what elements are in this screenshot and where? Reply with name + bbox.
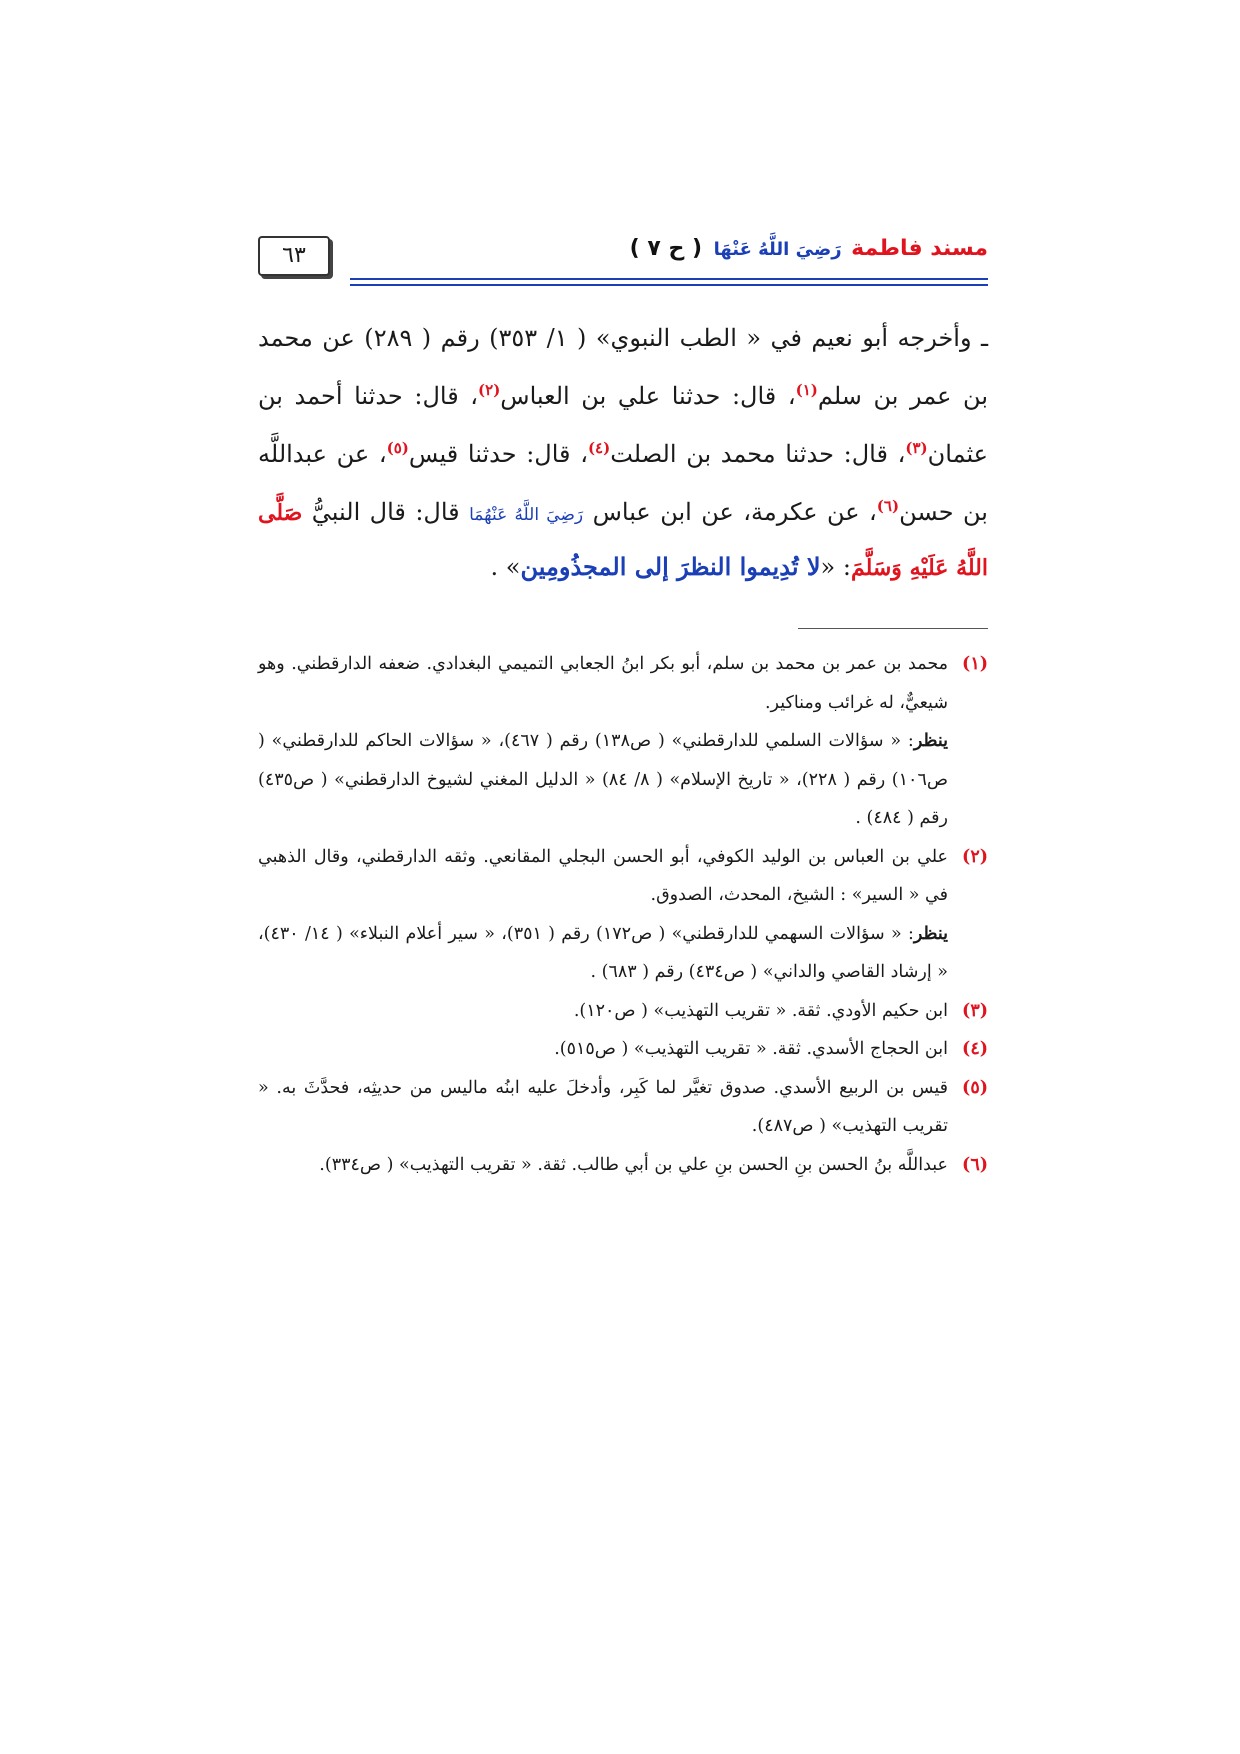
main-text xyxy=(258,312,988,594)
footnote-number: (٣) xyxy=(962,1000,988,1021)
text-segment: ، عن عبداللَّه بن حسن xyxy=(258,440,988,526)
footnote-text: ابن الحجاج الأسدي. ثقة. « تقريب التهذيب» ( ص٥١٥). xyxy=(554,1039,948,1059)
footnote-item xyxy=(258,1030,988,1069)
footnote-number: (٥) xyxy=(962,1077,988,1098)
footnote-number: (٢) xyxy=(962,846,988,867)
text-segment: » . xyxy=(490,553,521,581)
title-honorific: رَضِيَ اللَّهُ عَنْهَا xyxy=(713,239,842,260)
footnote-ref[interactable]: (٥) xyxy=(386,439,409,457)
footnote-ref[interactable]: (٦) xyxy=(876,497,900,515)
footnote-item xyxy=(258,1146,988,1185)
footnote-number: (٦) xyxy=(962,1154,988,1175)
page-number: ٦٣ xyxy=(258,236,330,276)
text-segment: ـ وأخرجه أبو نعيم في « الطب النبوي» ( ١/ ٣٥٣) رقم ( ٢٨٩) عن محمد بن عمر بن سلم xyxy=(258,324,989,410)
text-segment: : « xyxy=(820,553,851,581)
footnote-item xyxy=(258,992,988,1031)
page-header xyxy=(258,236,988,296)
hadith-code: ( ح ٧ ) xyxy=(629,236,703,261)
footnote-item xyxy=(258,838,988,992)
text-segment: ، قال: حدثنا محمد بن الصلت xyxy=(610,440,906,468)
text-segment: ، عن عكرمة، عن ابن عباس xyxy=(592,498,877,526)
text-segment: ، قال: حدثنا أحمد بن عثمان xyxy=(258,382,988,468)
references-label: ينظر xyxy=(913,923,949,944)
footnote-separator xyxy=(798,628,988,629)
references-label: ينظر xyxy=(913,731,948,751)
header-rule-bottom xyxy=(350,284,988,286)
text-segment: ، قال: حدثنا قيس xyxy=(408,440,588,468)
references-text: : « سؤالات السهمي للدارقطني» ( ص١٧٢) رقم ( ٣٥١)، « سير أعلام النبلاء» ( ١٤/ ٤٣٠)، « إرشاد القاصي والداني» ( ص٤٣٤) رقم ( ٦٨٣) . xyxy=(258,923,948,982)
footnote-ref[interactable]: (١) xyxy=(795,381,818,399)
footnote-text: عبداللَّه بنُ الحسن بنِ الحسن بنِ علي بن أبي طالب. ثقة. « تقريب التهذيب» ( ص٣٣٤). xyxy=(319,1154,948,1175)
text-segment: ، قال: حدثنا علي بن العباس xyxy=(500,382,796,410)
text-segment: قال: قال النبيُّ xyxy=(311,498,460,526)
footnote-number: (٤) xyxy=(962,1039,988,1059)
footnote-text: علي بن العباس بن الوليد الكوفي، أبو الحسن البجلي المقانعي. وثقه الدارقطني، وقال الذهبي في « السير» : الشيخ، المحدث، الصدوق. xyxy=(258,846,948,905)
references-text: : « سؤالات السلمي للدارقطني» ( ص١٣٨) رقم ( ٤٦٧)، « سؤالات الحاكم للدارقطني» ( ص١٠٦) رقم ( ٢٢٨)، « تاريخ الإسلام» ( ٨/ ٨٤) « الدليل المغني لشيوخ الدارقطني» ( ص٤٣٥) رقم ( ٤٨٤) . xyxy=(258,731,949,828)
footnote-ref[interactable]: (٢) xyxy=(478,381,501,399)
footnotes xyxy=(258,645,988,1184)
footnote-item xyxy=(258,645,988,838)
hadith-text: لا تُدِيموا النظرَ إلى المجذُومِين xyxy=(520,552,821,581)
footnote-references xyxy=(258,722,948,838)
running-title xyxy=(630,236,988,276)
book-title: مسند فاطمة xyxy=(851,236,988,261)
header-rule-top xyxy=(350,278,988,280)
footnote-ref[interactable]: (٣) xyxy=(905,439,928,457)
footnote-references xyxy=(258,915,948,992)
footnote-text: ابن حكيم الأودي. ثقة. « تقريب التهذيب» ( ص١٢٠). xyxy=(573,1000,948,1021)
footnote-text: قيس بن الربيع الأسدي. صدوق تغيَّر لما كَبِر، وأدخلَ عليه ابنُه ماليس من حديثِه، فحدَّثَ به. « تقريب التهذيب» ( ص٤٨٧). xyxy=(258,1077,948,1136)
footnote-item xyxy=(258,1069,988,1146)
main-paragraph xyxy=(258,312,988,594)
companions-honorific: رَضِيَ اللَّهُ عَنْهُمَا xyxy=(469,505,584,525)
prophet-honorific: صَلَّى اللَّهُ عَلَيْهِ وَسَلَّمَ xyxy=(258,500,988,581)
footnote-number: (١) xyxy=(962,654,988,674)
footnote-ref[interactable]: (٤) xyxy=(587,439,611,457)
footnote-text: محمد بن عمر بن محمد بن سلم، أبو بكر ابنُ الجعابي التميمي البغدادي. ضعفه الدارقطني. وهو شيعيٌّ، له غرائب ومناكير. xyxy=(258,654,948,713)
